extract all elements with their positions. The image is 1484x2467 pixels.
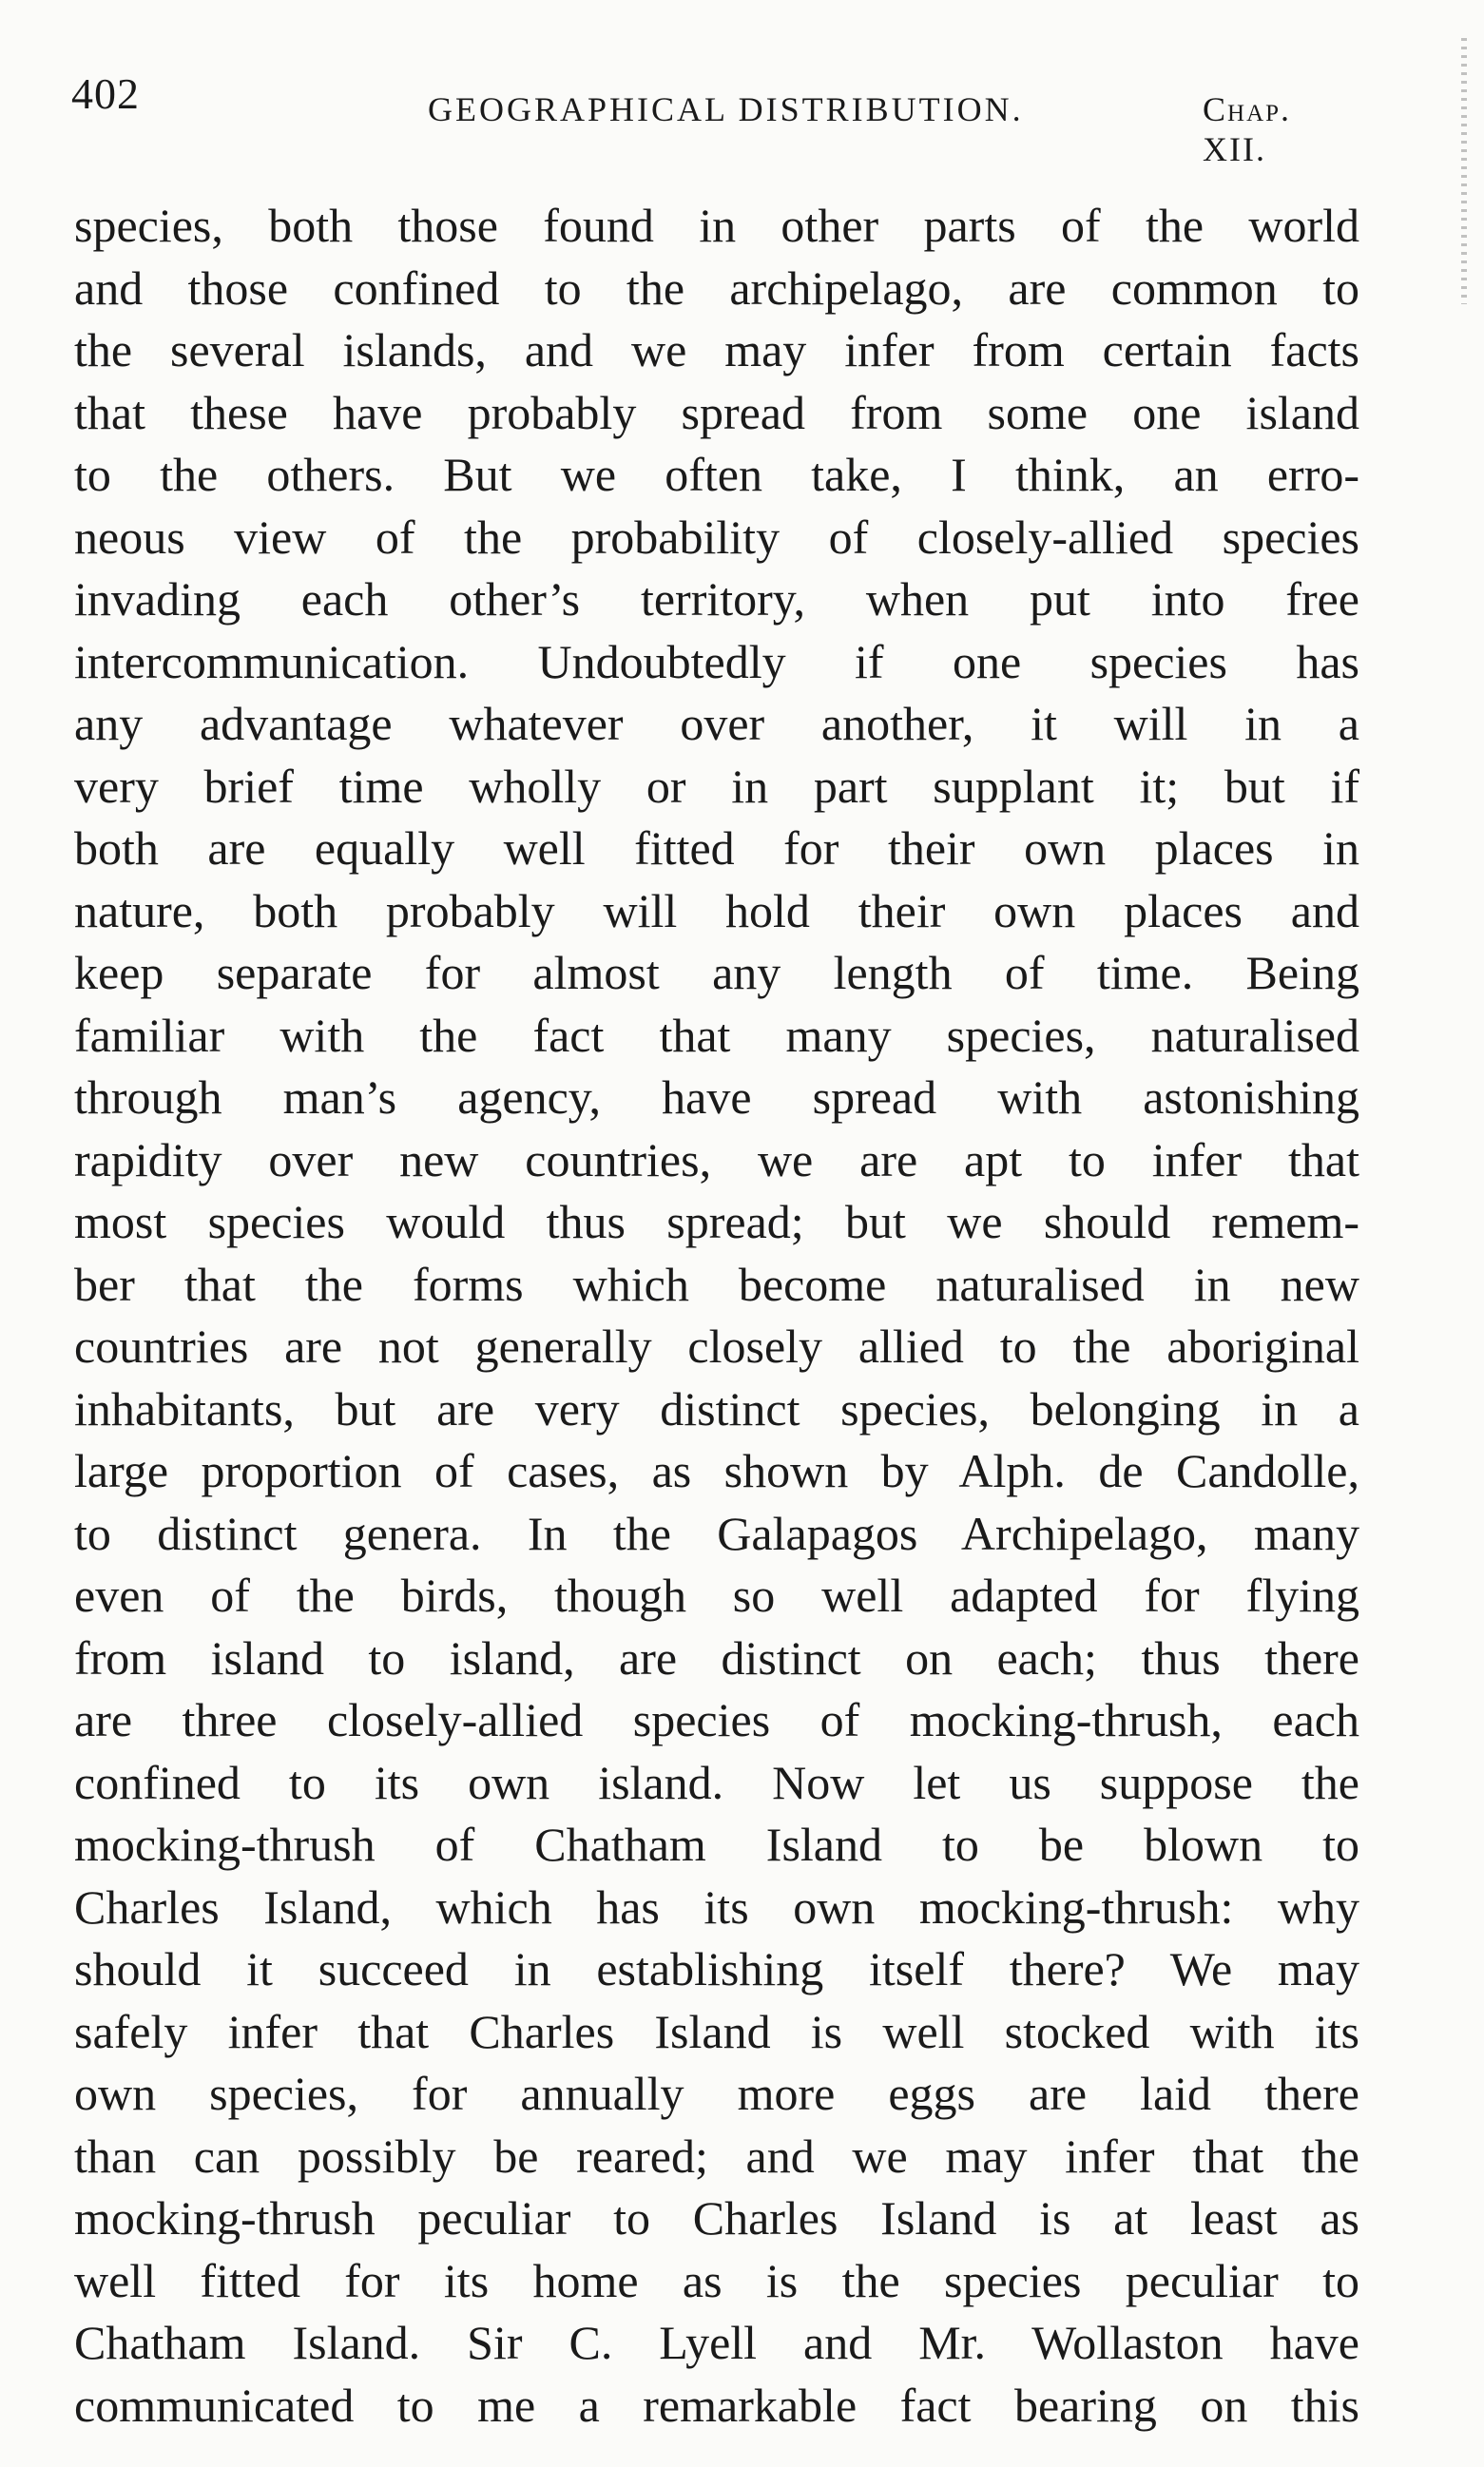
text-line: large proportion of cases, as shown by Alph. de Candolle, [74,1444,1359,1497]
text-line: most species would thus spread; but we should remem- [74,1195,1359,1248]
text-line: neous view of the probability of closely-allied species [74,510,1359,564]
text-line: even of the birds, though so well adapted for flying [74,1569,1359,1622]
text-line: safely infer that Charles Island is well stocked with its [74,2004,1359,2058]
text-line: ber that the forms which become naturalised in new [74,1257,1359,1311]
text-line: any advantage whatever over another, it will in a [74,697,1359,750]
text-line: nature, both probably will hold their own places and [74,883,1359,937]
text-line: mocking-thrush peculiar to Charles Island is at least as [74,2191,1359,2245]
text-line: should it succeed in establishing itself there? We may [74,1942,1359,1995]
text-line: from island to island, are distinct on each; thus there [74,1630,1359,1685]
text-line: to the others. But we often take, I think, an erro- [74,448,1359,501]
text-line: that these have probably spread from some one island [74,385,1359,439]
page-number: 402 [71,69,140,118]
text-line: both are equally well fitted for their own places in [74,821,1359,875]
text-line: mocking-thrush of Chatham Island to be blown to [74,1818,1359,1871]
body-text [74,195,1359,2437]
text-line: than can possibly be reared; and we may infer that the [74,2129,1359,2183]
text-line: keep separate for almost any length of time. Being [74,946,1359,999]
text-line: own species, for annually more eggs are laid there [74,2067,1359,2120]
text-line: rapidity over new countries, we are apt to infer that [74,1132,1359,1186]
text-line: Charles Island, which has its own mocking-thrush: why [74,1879,1359,1934]
text-line: invading each other’s territory, when put into free [74,572,1359,626]
text-line: species, both those found in other parts of the world [74,199,1359,252]
scan-margin-artifact [1461,38,1467,304]
text-line: well fitted for its home as is the species peculiar to [74,2253,1359,2307]
text-line: and those confined to the archipelago, are common to [74,260,1359,315]
chapter-label: Chap. XII. [1203,90,1292,168]
text-line: are three closely-allied species of mocking-thrush, each [74,1693,1359,1746]
text-line: through man’s agency, have spread with astonishing [74,1070,1359,1124]
text-line: intercommunication. Undoubtedly if one species has [74,634,1359,688]
text-line: Chatham Island. Sir C. Lyell and Mr. Wollaston have [74,2316,1359,2369]
text-line: very brief time wholly or in part supplant it; but if [74,759,1359,813]
text-line: countries are not generally closely allied to the aboriginal [74,1320,1359,1373]
running-head [71,68,1364,168]
text-line: to distinct genera. In the Galapagos Archipelago, many [74,1506,1359,1560]
text-line: familiar with the fact that many species, naturalised [74,1008,1359,1062]
text-line: the several islands, and we may infer from certain facts [74,323,1359,376]
running-title: GEOGRAPHICAL DISTRIBUTION. [428,90,1024,128]
text-line: confined to its own island. Now let us suppose the [74,1755,1359,1809]
text-line: communicated to me a remarkable fact bearing on this [74,2378,1359,2432]
text-line: inhabitants, but are very distinct species, belonging in a [74,1381,1359,1436]
